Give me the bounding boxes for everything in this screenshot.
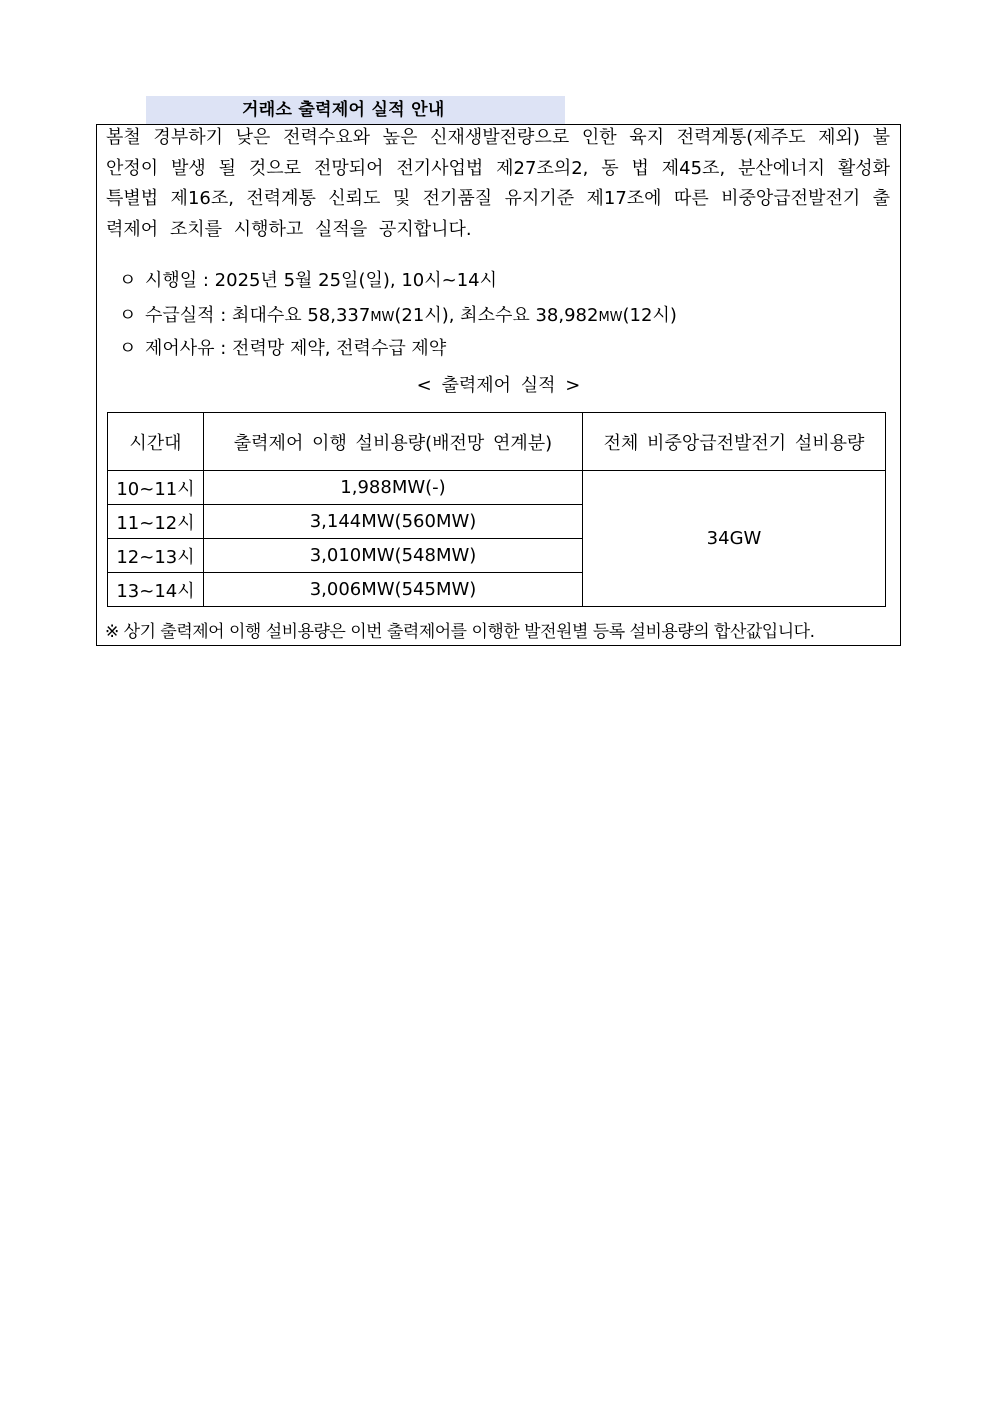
bullet-mark: ㅇ [119, 270, 137, 291]
supply-text-3: (12시) [622, 305, 677, 326]
supply-text-2: (21시), 최소수요 38,982 [394, 305, 599, 326]
bullet-mark: ㅇ [119, 305, 137, 326]
row-capacity: 3,010MW(548MW) [204, 539, 583, 573]
row-time: 10~11시 [108, 471, 204, 505]
total-capacity-cell: 34GW [583, 471, 886, 607]
row-capacity: 1,988MW(-) [204, 471, 583, 505]
table-row [108, 471, 886, 505]
bullet-supply [119, 304, 677, 330]
row-time: 11~12시 [108, 505, 204, 539]
bullet-reason [119, 337, 446, 361]
header-capacity: 출력제어 이행 설비용량(배전망 연계분) [204, 413, 583, 471]
bullet-date [119, 269, 497, 293]
notice-title: 거래소 출력제어 실적 안내 [146, 96, 565, 124]
row-capacity: 3,006MW(545MW) [204, 573, 583, 607]
notice-box [96, 124, 901, 646]
bullet-mark: ㅇ [119, 338, 137, 359]
date-text: 시행일 : 2025년 5월 25일(일), 10시~14시 [145, 270, 497, 291]
header-total: 전체 비중앙급전발전기 설비용량 [583, 413, 886, 471]
header-time: 시간대 [108, 413, 204, 471]
row-time: 13~14시 [108, 573, 204, 607]
footnote: ※ 상기 출력제어 이행 설비용량은 이번 출력제어를 이행한 발전원별 등록 설비용량의 합산값입니다. [105, 622, 815, 642]
supply-text-1: 수급실적 : 최대수요 58,337 [145, 305, 371, 326]
table-header-row [108, 413, 886, 471]
supply-unit-1: MW [370, 310, 395, 325]
row-capacity: 3,144MW(560MW) [204, 505, 583, 539]
results-table [107, 412, 886, 607]
intro-paragraph: 봄철 경부하기 낮은 전력수요와 높은 신재생발전량으로 인한 육지 전력계통(제주도 제외) 불안정이 발생 될 것으로 전망되어 전기사업법 제27조의2, 동 법 제45조, 분산에너지 활성화 특별법 제16조, 전력계통 신뢰도 및 전기품질 유지기준 제17조에 따른 비중앙급전발전기 출력제어 조치를 시행하고 실적을 공지합니다. [106, 127, 890, 240]
reason-text: 제어사유 : 전력망 제약, 전력수급 제약 [145, 338, 447, 359]
table-caption: < 출력제어 실적 > [416, 375, 581, 396]
supply-unit-2: MW [598, 310, 623, 325]
row-time: 12~13시 [108, 539, 204, 573]
